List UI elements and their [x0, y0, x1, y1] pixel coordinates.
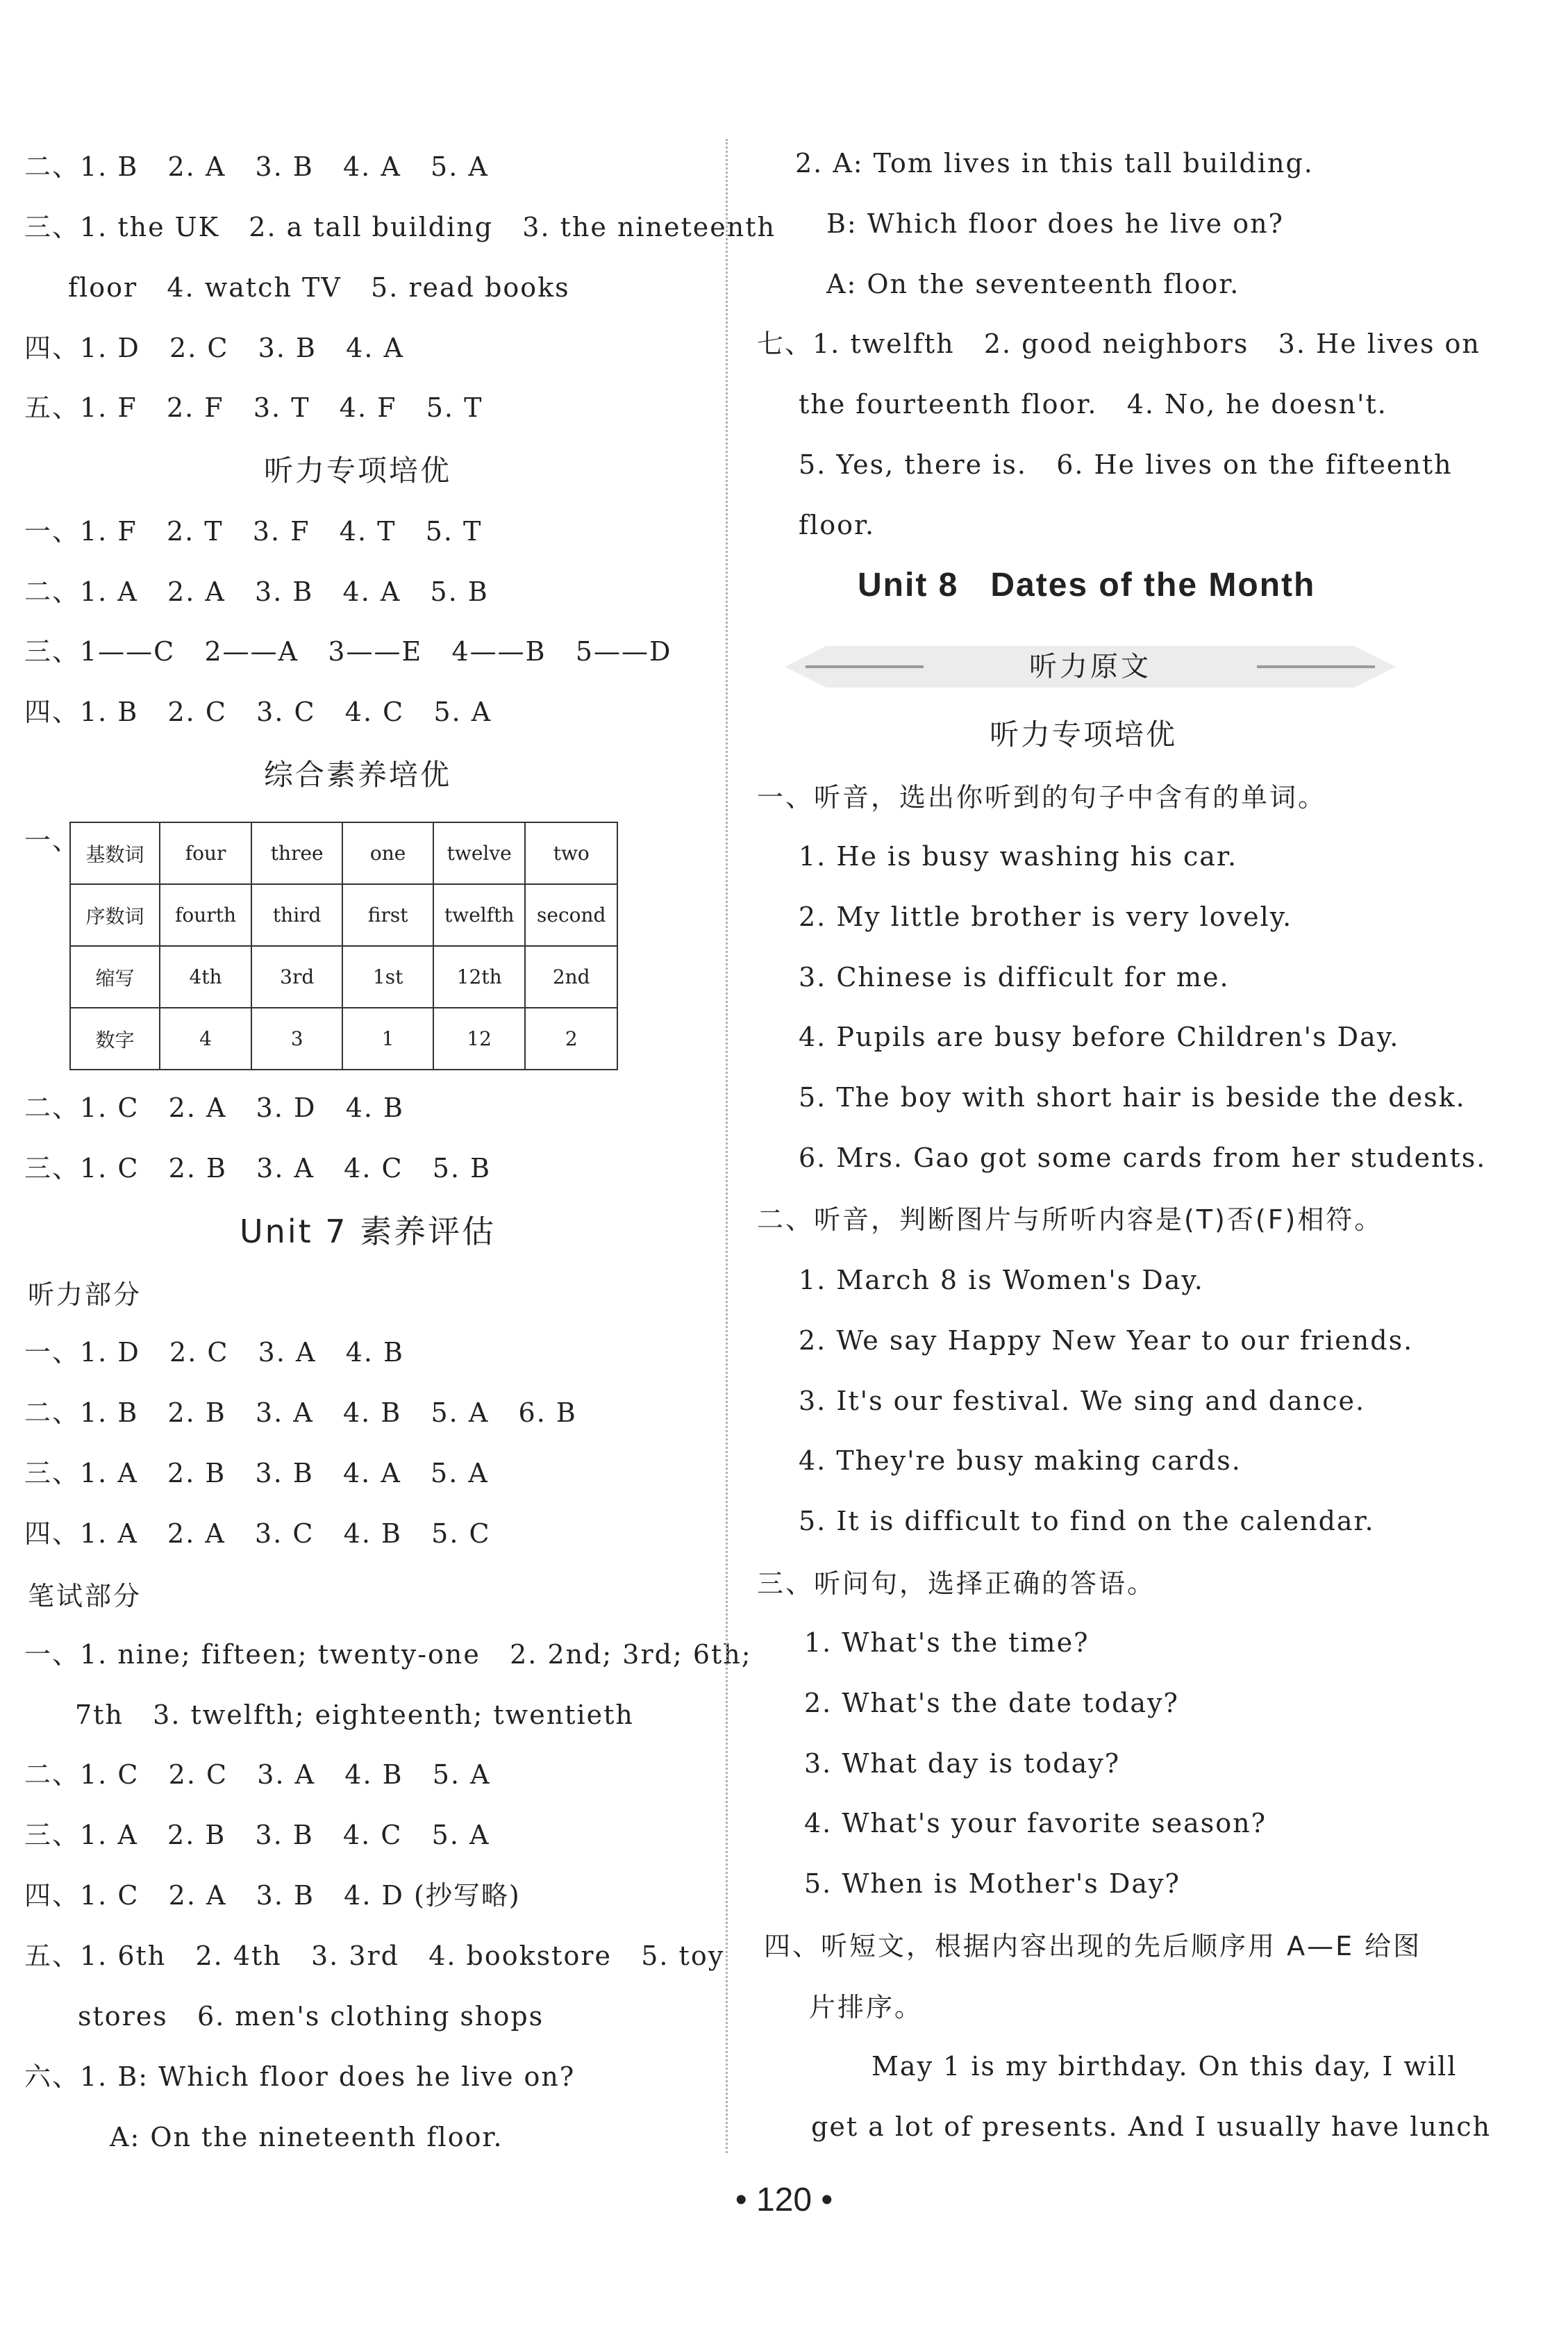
answer-line: 二、1. A 2. A 3. B 4. A 5. B: [24, 576, 489, 607]
transcript-line: 3. It's our festival. We sing and dance.: [799, 1386, 1366, 1416]
answer-line: 二、1. C 2. C 3. A 4. B 5. A: [24, 1759, 491, 1790]
answer-line: 四、1. C 2. A 3. B 4. D (抄写略): [24, 1880, 521, 1911]
table-cell: second: [525, 884, 617, 946]
table-cell: 序数词: [70, 884, 160, 946]
answer-line: 六、1. B: Which floor does he live on?: [24, 2061, 576, 2092]
table-cell: 4: [160, 1008, 251, 1070]
answer-line: floor 4. watch TV 5. read books: [68, 272, 570, 303]
answer-line: 三、1. A 2. B 3. B 4. C 5. A: [24, 1820, 490, 1850]
transcript-line: 1. March 8 is Women's Day.: [799, 1265, 1204, 1295]
sub-heading: 笔试部分: [28, 1581, 142, 1611]
unit-title: Unit 8 Dates of the Month: [858, 567, 1316, 604]
number-table: [69, 822, 618, 1070]
transcript-line: 1. He is busy washing his car.: [799, 841, 1238, 872]
question-heading: 三、听问句，选择正确的答语。: [757, 1568, 1156, 1599]
table-cell: 缩写: [70, 946, 160, 1008]
table-cell: three: [251, 822, 342, 884]
answer-line: 一、1. F 2. T 3. F 4. T 5. T: [24, 516, 483, 547]
answer-line: stores 6. men's clothing shops: [78, 2001, 544, 2032]
table-cell: 2nd: [525, 946, 617, 1008]
column-divider: [726, 139, 728, 2153]
answer-line: 三、1. the UK 2. a tall building 3. the nineteenth: [24, 212, 776, 242]
table-prefix: 一、: [24, 825, 81, 856]
table-cell: 2: [525, 1008, 617, 1070]
transcript-line: 3. Chinese is difficult for me.: [799, 962, 1230, 993]
table-cell: 3rd: [251, 946, 342, 1008]
answer-line: 五、1. F 2. F 3. T 4. F 5. T: [24, 392, 483, 423]
table-cell: 12th: [433, 946, 526, 1008]
table-cell: 3: [251, 1008, 342, 1070]
answer-line: 三、1. C 2. B 3. A 4. C 5. B: [24, 1153, 492, 1184]
section-heading: 综合素养培优: [264, 758, 452, 792]
table-cell: fourth: [160, 884, 251, 946]
answer-line: 二、1. B 2. A 3. B 4. A 5. A: [24, 151, 489, 182]
answer-line: 一、1. D 2. C 3. A 4. B: [24, 1337, 404, 1368]
table-cell: twelve: [433, 822, 526, 884]
sub-heading: 听力部分: [28, 1279, 142, 1310]
table-cell: two: [525, 822, 617, 884]
question-heading: 二、听音，判断图片与所听内容是(T)否(F)相符。: [757, 1204, 1383, 1235]
answer-line: 五、1. 6th 2. 4th 3. 3rd 4. bookstore 5. toy: [24, 1941, 725, 1971]
table-cell: third: [251, 884, 342, 946]
page-number: • 120 •: [735, 2182, 833, 2218]
section-banner: [785, 636, 1396, 698]
table-cell: twelfth: [433, 884, 526, 946]
section-heading: Unit 7 素养评估: [240, 1213, 497, 1250]
section-heading: 听力专项培优: [264, 454, 452, 488]
answer-line: floor.: [799, 510, 876, 540]
question-heading: 一、听音，选出你听到的句子中含有的单词。: [757, 782, 1327, 813]
passage-line: May 1 is my birthday. On this day, I will: [871, 2051, 1458, 2082]
table-cell: 数字: [70, 1008, 160, 1070]
answer-line: 2. A: Tom lives in this tall building.: [795, 148, 1314, 178]
transcript-line: 4. They're busy making cards.: [799, 1445, 1242, 1476]
answer-line: 5. Yes, there is. 6. He lives on the fifteenth: [799, 449, 1453, 480]
question-heading: 片排序。: [809, 1992, 924, 2023]
answer-line: 二、1. C 2. A 3. D 4. B: [24, 1093, 404, 1123]
table-cell: four: [160, 822, 251, 884]
table-cell: 12: [433, 1008, 526, 1070]
transcript-line: 2. What's the date today?: [804, 1688, 1179, 1718]
answer-line: 四、1. B 2. C 3. C 4. C 5. A: [24, 697, 492, 727]
transcript-line: 4. What's your favorite season?: [804, 1808, 1267, 1838]
answer-line: 四、1. A 2. A 3. C 4. B 5. C: [24, 1518, 491, 1549]
answer-line: 三、1——C 2——A 3——E 4——B 5——D: [24, 636, 672, 667]
table-cell: 1st: [342, 946, 433, 1008]
answer-line: 七、1. twelfth 2. good neighbors 3. He lives on: [757, 329, 1481, 359]
transcript-line: 5. The boy with short hair is beside the desk.: [799, 1082, 1466, 1113]
answer-line: 一、1. nine; fifteen; twenty-one 2. 2nd; 3rd; 6th;: [24, 1639, 752, 1670]
answer-line: A: On the seventeenth floor.: [826, 269, 1240, 299]
transcript-line: 5. When is Mother's Day?: [804, 1868, 1181, 1899]
answer-line: 7th 3. twelfth; eighteenth; twentieth: [75, 1700, 634, 1730]
answer-line: 四、1. D 2. C 3. B 4. A: [24, 333, 404, 363]
transcript-line: 1. What's the time?: [804, 1627, 1090, 1658]
table-cell: 1: [342, 1008, 433, 1070]
answer-line: 三、1. A 2. B 3. B 4. A 5. A: [24, 1458, 489, 1488]
question-heading: 四、听短文，根据内容出现的先后顺序用 A—E 给图: [764, 1931, 1422, 1961]
transcript-line: 5. It is difficult to find on the calendar.: [799, 1506, 1375, 1536]
answer-line: the fourteenth floor. 4. No, he doesn't.: [799, 389, 1387, 420]
table-cell: 4th: [160, 946, 251, 1008]
table-cell: first: [342, 884, 433, 946]
passage-line: get a lot of presents. And I usually have lunch: [811, 2111, 1492, 2142]
section-heading: 听力专项培优: [990, 717, 1178, 751]
table-cell: 基数词: [70, 822, 160, 884]
transcript-line: 2. We say Happy New Year to our friends.: [799, 1325, 1414, 1356]
answer-line: B: Which floor does he live on?: [826, 208, 1284, 239]
transcript-line: 4. Pupils are busy before Children's Day.: [799, 1022, 1400, 1052]
table-cell: one: [342, 822, 433, 884]
transcript-line: 6. Mrs. Gao got some cards from her students.: [799, 1143, 1487, 1173]
answer-line: 二、1. B 2. B 3. A 4. B 5. A 6. B: [24, 1397, 577, 1428]
banner-title: 听力原文: [1029, 651, 1151, 683]
transcript-line: 2. My little brother is very lovely.: [799, 902, 1293, 932]
answer-line: A: On the nineteenth floor.: [110, 2122, 503, 2152]
transcript-line: 3. What day is today?: [804, 1748, 1121, 1779]
